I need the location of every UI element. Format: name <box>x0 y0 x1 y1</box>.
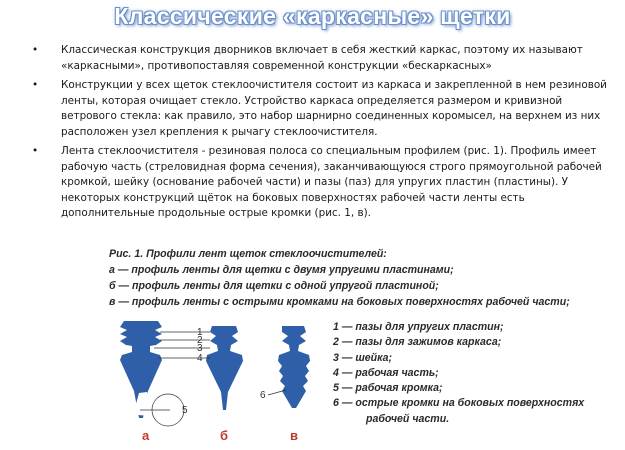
letter-b: б <box>220 428 229 443</box>
callout-3: 3 <box>197 343 203 354</box>
figure-caption-block <box>109 246 625 310</box>
letter-a: а <box>142 428 150 443</box>
callout-5: 5 <box>182 405 188 416</box>
bullet-icon: • <box>32 44 39 56</box>
bullet-item <box>32 78 607 140</box>
figure-item-c: в — профиль ленты с острыми кромками на боковых поверхностях рабочей части; <box>109 296 570 308</box>
legend-item: 1 — пазы для упругих пластин; <box>333 321 504 333</box>
profile-c-shape <box>278 326 310 408</box>
figure-caption: Рис. 1. Профили лент щеток стеклоочистителей: <box>109 248 387 260</box>
legend-item: 3 — шейка; <box>333 351 393 364</box>
profile-b-shape <box>206 326 243 410</box>
legend-item: 6 — острые кромки на боковых поверхностях <box>333 397 585 410</box>
bullet-icon: • <box>32 145 39 157</box>
bullet-text: Конструкции у всех щеток стеклоочистителя состоит из каркаса и закрепленной в нем резиновой ленты, которая очищает стекло. Устройство каркаса определяется размером и кривизной ветрового стекла: как правило, это набор шарнирно соединенных коромысел, на верхнем из них расположен узел крепления к рычагу стеклоочистителя. <box>61 79 607 138</box>
figure-item-a: а — профиль ленты для щетки с двумя упругими пластинами; <box>109 264 454 276</box>
figure-legend <box>333 320 623 427</box>
bullet-item <box>32 43 607 74</box>
legend-item: 5 — рабочая кромка; <box>333 382 443 395</box>
bullet-list <box>32 43 607 226</box>
bullet-item <box>32 144 607 222</box>
slide-title: Классические «каркасные» щетки <box>114 3 511 29</box>
wiper-profiles-figure <box>110 318 330 446</box>
callout-2: 2 <box>197 335 203 346</box>
bullet-text: Лента стеклоочистителя - резиновая полоса со специальным профилем (рис. 1). Профиль имеет рабочую часть (стреловидная форма сечения), заканчивающуюся строго прямоугольной рабочей кромкой, шейку (основание рабочей части) и пазы (паз) для упругих пластин (пластины). У некоторых конструкций щёток на боковых поверхностях рабочей части ленты есть дополнительные продольные острые кромки (рис. 1, в). <box>61 145 602 219</box>
legend-item: 2 — пазы для зажимов каркаса; <box>333 336 502 349</box>
callout-1: 1 <box>197 327 203 338</box>
legend-item: рабочей части. <box>366 412 450 425</box>
bullet-icon: • <box>32 79 39 91</box>
profile-c <box>278 326 310 408</box>
profile-a <box>120 321 162 418</box>
letter-c: в <box>290 428 298 443</box>
bullet-text: Классическая конструкция дворников включает в себя жесткий каркас, поэтому их называют «каркасными», противопоставляя современной конструкции «бескаркасных» <box>61 44 583 72</box>
profile-b <box>206 326 243 410</box>
figure-item-b: б — профиль ленты для щетки с одной упругой пластиной; <box>109 280 439 292</box>
callout-6: 6 <box>260 390 266 401</box>
callout-4: 4 <box>197 353 203 364</box>
legend-item: 4 — рабочая часть; <box>333 366 439 379</box>
